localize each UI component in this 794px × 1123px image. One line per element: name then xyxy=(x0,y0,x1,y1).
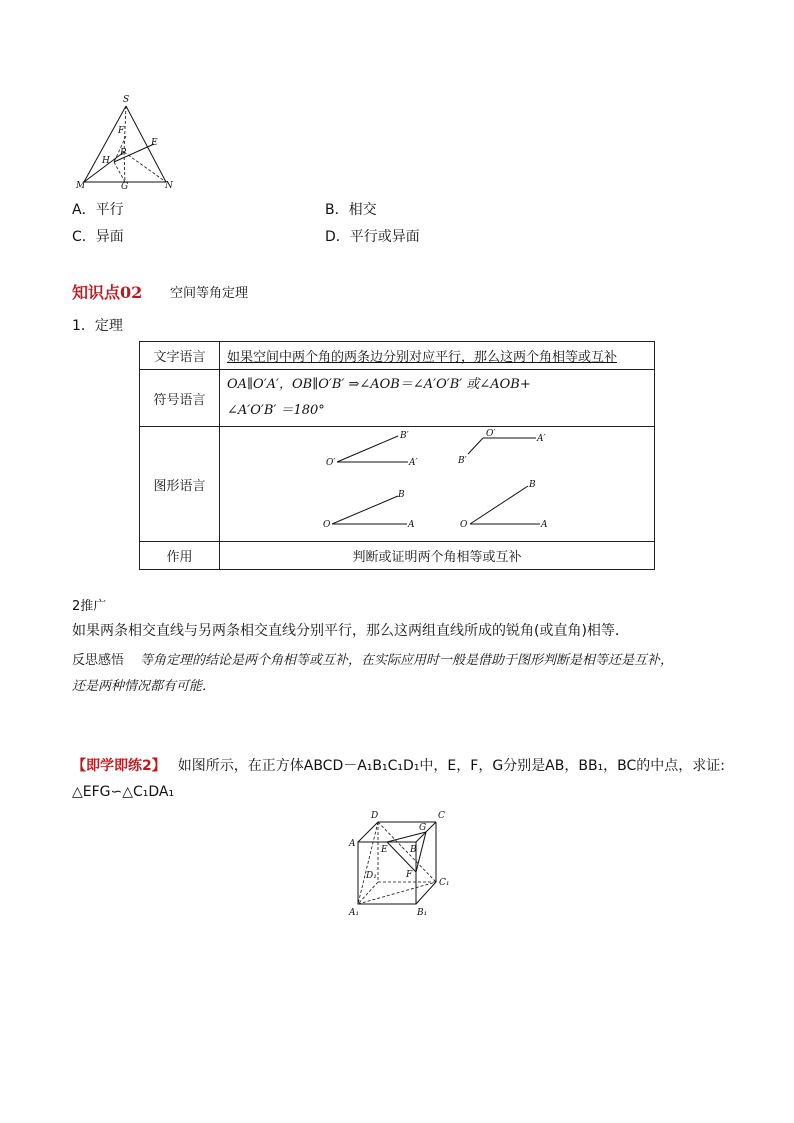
exercise-paragraph xyxy=(72,753,752,805)
theorem-table xyxy=(139,341,655,570)
label-p: P xyxy=(120,148,127,158)
fig-label-b2: B′ xyxy=(458,456,467,466)
cube-label-b1: B₁ xyxy=(417,908,428,918)
cube-label-b: B xyxy=(410,845,417,855)
extension-heading: 2推广 xyxy=(72,599,107,614)
section-number: 知识点02 xyxy=(72,283,143,302)
option-c: C．异面 xyxy=(72,229,124,245)
row-label-use: 作用 xyxy=(140,542,220,570)
cube-label-d1: D₁ xyxy=(366,871,377,881)
fig-label-b3: B xyxy=(398,490,405,500)
symbol-line-1: OA∥O′A′，OB∥O′B′ ⇒∠AOB＝∠A′O′B′ 或∠AOB+ xyxy=(227,377,531,392)
reflection-text-2: 还是两种情况都有可能． xyxy=(72,679,216,694)
label-h: H xyxy=(102,156,110,166)
fig-label-o4: O xyxy=(460,520,468,530)
fig-label-b1: B′ xyxy=(400,431,409,441)
cube-label-c1: C₁ xyxy=(439,878,450,888)
cube-label-e: E xyxy=(381,845,388,855)
label-g: G xyxy=(121,182,129,192)
label-f: F xyxy=(118,126,125,136)
label-s: S xyxy=(123,95,130,105)
row-content-text: 如果空间中两个角的两条边分别对应平行，那么这两个角相等或互补 xyxy=(220,342,655,370)
cube-label-c: C xyxy=(438,811,445,821)
fig-label-b4: B xyxy=(529,480,536,490)
extension-content: 如果两条相交直线与另两条相交直线分别平行，那么这两组直线所成的锐角(或直角)相等． xyxy=(72,623,629,639)
fig-label-a3: A xyxy=(408,520,415,530)
cube-label-d: D xyxy=(371,811,379,821)
cube-label-g: G xyxy=(419,823,427,833)
cube-label-a: A xyxy=(349,839,356,849)
option-b: B．相交 xyxy=(325,202,377,218)
exercise-text-1: 如图所示，在正方体ABCD－A₁B₁C₁D₁中，E，F，G分别是AB，BB₁，BC的中点，求证: xyxy=(177,758,726,774)
row-label-figure: 图形语言 xyxy=(140,427,220,542)
fig-label-a4: A xyxy=(541,520,548,530)
row-content-symbol xyxy=(220,370,655,427)
angle-figures xyxy=(220,427,654,541)
fig-label-a2: A′ xyxy=(537,434,546,444)
fig-label-o1: O′ xyxy=(326,458,336,468)
section-title: 空间等角定理 xyxy=(170,286,249,301)
row-label-symbol: 符号语言 xyxy=(140,370,220,427)
fig-label-o2: O′ xyxy=(486,429,496,439)
cube-label-a1: A₁ xyxy=(349,908,360,918)
row-content-figure xyxy=(220,427,655,542)
row-label-text: 文字语言 xyxy=(140,342,220,370)
label-e: E xyxy=(151,138,158,148)
exercise-tag: 【即学即练2】 xyxy=(72,758,166,774)
symbol-line-2: ∠A′O′B′ ＝180° xyxy=(227,403,325,418)
row-content-use: 判断或证明两个角相等或互补 xyxy=(220,542,655,570)
tetrahedron-figure xyxy=(70,92,180,194)
fig-label-o3: O xyxy=(323,520,331,530)
label-m: M xyxy=(76,181,86,191)
option-a: A．平行 xyxy=(72,202,124,218)
label-n: N xyxy=(165,181,173,191)
exercise-text-2: △EFG∽△C₁DA₁ xyxy=(72,784,175,800)
fig-label-a1: A′ xyxy=(409,458,418,468)
option-d: D．平行或异面 xyxy=(325,229,420,245)
cube-figure xyxy=(340,806,460,918)
reflection xyxy=(72,648,732,700)
reflection-label: 反思感悟 xyxy=(72,653,125,668)
theorem-heading: 1．定理 xyxy=(72,318,123,334)
cube-label-f: F xyxy=(406,870,413,880)
reflection-text-1: 等角定理的结论是两个角相等或互补，在实际应用时一般是借助于图形判断是相等还是互补， xyxy=(140,653,674,668)
